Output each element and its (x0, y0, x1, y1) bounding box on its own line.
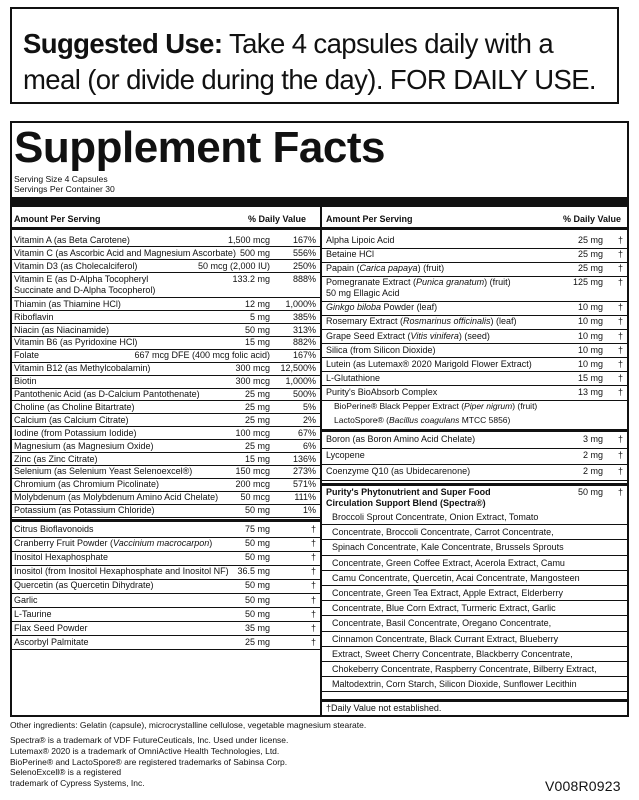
amount: 50 mcg (2,000 IU) (197, 260, 270, 271)
daily-value: 882% (292, 337, 316, 348)
nutrient-name: Betaine HCl (326, 249, 375, 260)
nutrient-name: Flax Seed Powder (14, 622, 88, 633)
row-divider (322, 676, 629, 677)
nutrient-name: Lycopene (326, 450, 365, 460)
amount: 100 mcg (235, 427, 270, 438)
daily-value: † (617, 316, 623, 327)
row-divider (10, 593, 320, 594)
nutrient-name: Quercetin (as Quercetin Dihydrate) (14, 580, 154, 591)
nutrient-name: Silica (from Silicon Dioxide) (326, 344, 436, 355)
row-divider (322, 464, 629, 465)
nutrient-name: Selenium (as Selenium Yeast Selenoexcel®) (14, 466, 193, 477)
column-divider (320, 206, 322, 716)
nutrient-name: Rosemary Extract (Rosmarinus officinalis) (leaf) (326, 316, 517, 327)
amount: 133.2 mg (232, 273, 270, 284)
blend-ingredient-line: Cinnamon Concentrate, Black Currant Extract, Blueberry (332, 633, 559, 644)
daily-value: 1% (302, 505, 316, 516)
nutrient-name: Zinc (as Zinc Citrate) (14, 453, 98, 464)
nutrient-name: Folate (14, 350, 40, 361)
daily-value: 12,500% (280, 363, 316, 374)
blend-ingredient-line: Extract, Sweet Cherry Concentrate, Blackberry Concentrate, (332, 648, 573, 659)
section-divider (322, 429, 629, 432)
blend-ingredient-line: Spinach Concentrate, Kale Concentrate, Brussels Sprouts (332, 542, 564, 553)
amount: 36.5 mg (237, 566, 270, 577)
amount: 10 mg (577, 302, 603, 313)
nutrient-name: Biotin (14, 376, 37, 387)
column-header-divider (10, 227, 320, 230)
daily-value: 136% (292, 453, 316, 464)
daily-value: † (617, 330, 623, 341)
nutrient-name: Potassium (as Potassium Chloride) (14, 505, 155, 516)
row-divider (322, 480, 629, 481)
daily-value: † (617, 386, 623, 397)
nutrient-name: Choline (as Choline Bitartrate) (14, 401, 135, 412)
row-divider (322, 448, 629, 449)
nutrient-name: Grape Seed Extract (Vitis vinifera) (seed) (326, 330, 490, 341)
row-divider (322, 524, 629, 525)
amount: 50 mcg (240, 492, 270, 503)
daily-value: † (310, 552, 316, 563)
blend-ingredient-line: Broccoli Sprout Concentrate, Onion Extract, Tomato (332, 512, 539, 522)
amount: 25 mg (244, 401, 270, 412)
amount: 25 mg (577, 249, 603, 260)
right-dv-header: % Daily Value (563, 214, 622, 224)
daily-value: † (617, 263, 623, 274)
amount: 1,500 mcg (227, 235, 270, 245)
row-divider (322, 585, 629, 586)
amount: 50 mg (244, 552, 270, 563)
blend-ingredient-line: Concentrate, Green Tea Extract, Apple Extract, Elderberry (332, 588, 563, 598)
daily-value: 500% (292, 389, 316, 399)
daily-value: 2% (302, 414, 316, 425)
servings-per-container: Servings Per Container 30 (14, 184, 115, 194)
trademark-line: trademark of Cypress Systems, Inc. (10, 778, 145, 789)
daily-value: † (617, 372, 623, 383)
daily-value: † (617, 466, 623, 476)
blend-ingredient-line: Concentrate, Basil Concentrate, Oregano Concentrate, (332, 618, 552, 629)
nutrient-name: Calcium (as Calcium Citrate) (14, 414, 129, 425)
row-divider (322, 570, 629, 571)
blend-ingredient-line: Concentrate, Green Coffee Extract, Acerola Extract, Camu (332, 557, 565, 568)
row-divider (10, 310, 320, 311)
daily-value: † (310, 524, 316, 534)
label-code: V008R0923 (545, 778, 621, 794)
amount: 150 mcg (235, 466, 270, 477)
daily-value: † (310, 594, 316, 605)
nutrient-name: Vitamin C (as Ascorbic Acid and Magnesium Ascorbate) (14, 247, 236, 258)
daily-value: † (310, 580, 316, 591)
left-dv-header: % Daily Value (248, 214, 307, 224)
daily-value: 167% (292, 235, 316, 245)
row-divider (10, 649, 320, 650)
row-divider (322, 615, 629, 616)
amount: 3 mg (582, 434, 603, 444)
column-header-divider (322, 227, 629, 230)
daily-value: † (310, 608, 316, 619)
nutrient-name: Vitamin A (as Beta Carotene) (14, 235, 130, 245)
nutrient-name: Pantothenic Acid (as D-Calcium Pantothenate) (14, 389, 200, 399)
daily-value: 6% (302, 440, 316, 451)
amount: 200 mcg (235, 479, 270, 490)
nutrient-name: Magnesium (as Magnesium Oxide) (14, 440, 154, 451)
daily-value: † (310, 538, 316, 549)
daily-value: 571% (292, 479, 316, 490)
amount: 50 mg (244, 505, 270, 516)
suggested-use-label: Suggested Use: (23, 28, 223, 59)
nutrient-name: Vitamin B12 (as Methylcobalamin) (14, 363, 151, 374)
blend-ingredient-line: Maltodextrin, Corn Starch, Silicon Dioxide, Sunflower Lecithin (332, 679, 577, 690)
nutrient-name: LactoSpore® (Bacillus coagulans MTCC 5856) (334, 414, 511, 425)
left-amount-header: Amount Per Serving (14, 214, 101, 224)
amount: 50 mg (244, 538, 270, 549)
daily-value: 888% (292, 273, 316, 284)
nutrient-name: Citrus Bioflavonoids (14, 524, 94, 534)
row-divider (322, 539, 629, 540)
amount: 667 mcg DFE (400 mcg folic acid) (134, 350, 270, 361)
section-divider (10, 519, 320, 522)
daily-value: † (617, 235, 623, 245)
amount: 25 mg (244, 389, 270, 399)
amount: 75 mg (244, 524, 270, 534)
daily-value: 273% (292, 466, 316, 477)
facts-title: Supplement Facts (14, 123, 385, 172)
amount: 300 mcg (235, 376, 270, 387)
blend-ingredient-line: Chokeberry Concentrate, Raspberry Concentrate, Bilberry Extract, (332, 664, 597, 674)
daily-value: 250% (292, 260, 316, 271)
other-ingredients: Other ingredients: Gelatin (capsule), microcrystalline cellulose, vegetable magnesium stearate. (10, 720, 367, 730)
daily-value-note: †Daily Value not established. (326, 703, 442, 713)
amount: 2 mg (582, 466, 603, 476)
amount: 10 mg (577, 358, 603, 369)
suggested-use-text: Take 4 capsules daily with a meal (or divide during the day). FOR DAILY USE. (23, 28, 596, 95)
amount: 5 mg (249, 311, 270, 322)
nutrient-name: Lutein (as Lutemax® 2020 Marigold Flower Extract) (326, 358, 532, 369)
nutrient-name: Molybdenum (as Molybdenum Amino Acid Chelate) (14, 492, 219, 503)
nutrient-name: Vitamin B6 (as Pyridoxine HCl) (14, 337, 138, 348)
amount: 25 mg (577, 235, 603, 245)
amount: 2 mg (582, 450, 603, 460)
nutrient-name: Chromium (as Chromium Picolinate) (14, 479, 160, 490)
row-divider (10, 517, 320, 518)
nutrient-name: Cranberry Fruit Powder (Vaccinium macrocarpon) (14, 538, 213, 549)
amount: 50 mg (577, 487, 603, 497)
amount: 25 mg (244, 636, 270, 647)
amount: 10 mg (577, 344, 603, 355)
daily-value: 111% (294, 492, 316, 503)
amount: 15 mg (244, 453, 270, 464)
amount: 10 mg (577, 330, 603, 341)
section-divider (322, 699, 629, 702)
nutrient-name: Papain (Carica papaya) (fruit) (326, 263, 445, 274)
amount: 10 mg (577, 316, 603, 327)
daily-value: 67% (297, 427, 316, 438)
row-divider (322, 646, 629, 647)
amount: 50 mg (244, 608, 270, 619)
row-divider (322, 631, 629, 632)
nutrient-name: Ascorbyl Palmitate (14, 636, 89, 647)
amount: 50 mg (244, 580, 270, 591)
nutrient-name: Vitamin E (as D-Alpha Tocopheryl Succinate and D-Alpha Tocopherol) (14, 273, 156, 295)
blend-ingredient-line: Camu Concentrate, Quercetin, Acai Concentrate, Mangosteen (332, 572, 580, 583)
amount: 15 mg (244, 337, 270, 348)
row-divider (322, 691, 629, 692)
daily-value: † (617, 450, 623, 460)
daily-value: 1,000% (285, 376, 316, 387)
daily-value: † (310, 622, 316, 633)
amount: 500 mg (239, 247, 270, 258)
blend-ingredient-line: Concentrate, Blue Corn Extract, Turmeric Extract, Garlic (332, 603, 556, 614)
nutrient-name: Iodine (from Potassium Iodide) (14, 427, 137, 438)
nutrient-name: Thiamin (as Thiamine HCl) (14, 298, 121, 309)
nutrient-name: Boron (as Boron Amino Acid Chelate) (326, 434, 476, 444)
blend-ingredient-line: Concentrate, Broccoli Concentrate, Carrot Concentrate, (332, 527, 554, 538)
nutrient-name: Niacin (as Niacinamide) (14, 324, 110, 335)
amount: 13 mg (577, 386, 603, 397)
trademark-line: BioPerine® and LactoSpore® are registered trademarks of Sabinsa Corp. (10, 756, 288, 767)
amount: 300 mcg (235, 363, 270, 374)
section-divider (322, 483, 629, 486)
daily-value: 556% (292, 247, 316, 258)
amount: 12 mg (244, 298, 270, 309)
row-divider (10, 607, 320, 608)
daily-value: † (310, 636, 316, 647)
trademark-line: SelenoExcell® is a registered (10, 767, 122, 778)
row-divider (322, 600, 629, 601)
nutrient-name: Inositol Hexaphosphate (14, 552, 109, 563)
daily-value: † (617, 277, 623, 288)
nutrient-name: Ginkgo biloba Powder (leaf) (326, 302, 438, 313)
daily-value: † (617, 344, 623, 355)
daily-value: † (617, 249, 623, 260)
right-amount-header: Amount Per Serving (326, 214, 413, 224)
row-divider (322, 661, 629, 662)
row-divider (322, 555, 629, 556)
nutrient-name: L-Glutathione (326, 372, 381, 383)
daily-value: † (617, 487, 623, 497)
daily-value: † (617, 434, 623, 444)
amount: 35 mg (244, 622, 270, 633)
nutrient-name: Garlic (14, 594, 38, 605)
nutrient-name: L-Taurine (14, 608, 52, 619)
nutrient-name: Riboflavin (14, 311, 54, 322)
daily-value: † (617, 358, 623, 369)
nutrient-name: Vitamin D3 (as Cholecalciferol) (14, 260, 138, 271)
nutrient-name: BioPerine® Black Pepper Extract (Piper nigrum) (fruit) (334, 401, 538, 411)
daily-value: 167% (292, 350, 316, 361)
nutrient-name: Purity's BioAbsorb Complex (326, 386, 438, 397)
daily-value: † (310, 566, 316, 577)
daily-value: 1,000% (285, 298, 316, 309)
amount: 50 mg (244, 594, 270, 605)
nutrient-name: Pomegranate Extract (Punica granatum) (fruit) 50 mg Ellagic Acid (326, 277, 511, 299)
amount: 125 mg (572, 277, 603, 288)
daily-value: † (617, 302, 623, 313)
amount: 25 mg (244, 440, 270, 451)
suggested-use-box (10, 7, 619, 104)
nutrient-name: Inositol (from Inositol Hexaphosphate and Inositol NF) (14, 566, 229, 577)
nutrient-name: Coenzyme Q10 (as Ubidecarenone) (326, 466, 471, 476)
daily-value: 5% (302, 401, 316, 412)
row-divider (10, 375, 320, 376)
amount: 50 mg (244, 324, 270, 335)
trademark-line: Lutemax® 2020 is a trademark of OmniActive Health Technologies, Ltd. (10, 745, 280, 756)
amount: 25 mg (244, 414, 270, 425)
trademark-line: Spectra® is a trademark of VDF FutureCeuticals, Inc. Used under license. (10, 735, 289, 745)
daily-value: 313% (292, 324, 316, 335)
nutrient-name: Alpha Lipoic Acid (326, 235, 395, 245)
amount: 25 mg (577, 263, 603, 274)
amount: 15 mg (577, 372, 603, 383)
daily-value: 385% (292, 311, 316, 322)
serving-size: Serving Size 4 Capsules (14, 174, 108, 184)
